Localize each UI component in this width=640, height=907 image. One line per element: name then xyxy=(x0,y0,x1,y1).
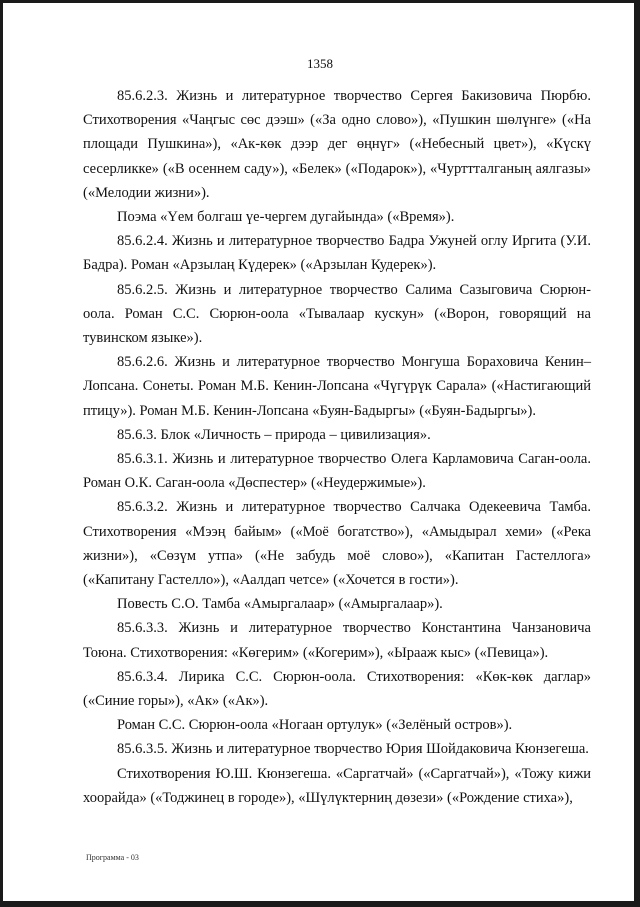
paragraph-kyunzegesh-poems: Стихотворения Ю.Ш. Кюнзегеша. «Саргатчай» («Саргатчай»), «Тожу кижи хоорайда» («Тоджинец в городе»), «Шүлүктерниң дөзези» («Рождение стиха»), xyxy=(83,765,591,806)
paragraph-85-6-2-5: 85.6.2.5. Жизнь и литературное творчество Салима Сазыговича Сюрюн-оола. Роман С.С. Сюрюн-оола «Тывалаар кускун» («Ворон, говорящий на тувинском языке»). xyxy=(83,281,591,347)
paragraph-story-tamba: Повесть С.О. Тамба «Амыргалаар» («Амыргалаар»). xyxy=(117,596,443,613)
paragraph-85-6-3-5: 85.6.3.5. Жизнь и литературное творчество Юрия Шойдаковича Кюнзегеша. xyxy=(117,741,589,758)
paragraph-85-6-2-3: 85.6.2.3. Жизнь и литературное творчество Сергея Бакизовича Пюрбю. Стихотворения «Чаңгыс сөс дээш» («За одно слово»), «Пушкин шөлүнге» («На площади Пушкина»), «Ак-көк дээр дег өңнүг» («Небесный цвет»), «Күскү сесерликке» («В осеннем саду»), «Белек» («Подарок»), «Чурттталганың аялгазы» («Мелодии жизни»). xyxy=(83,88,591,201)
paragraph-85-6-2-4: 85.6.2.4. Жизнь и литературное творчество Бадра Ужуней оглу Иргита (У.И. Бадра). Роман «Арзылаң Күдерек» («Арзылан Кудерек»). xyxy=(83,233,591,274)
paragraph-85-6-3-2: 85.6.3.2. Жизнь и литературное творчество Салчака Одекеевича Тамба. Стихотворения «Мээң байым» («Моё богатство»), «Амыдырал хеми» («Река жизни»), «Сөзүм утпа» («Не забудь моё слово»), «Капитан Гастеллога» («Капитану Гастелло»), «Аалдап четсе» («Хочется в гости»). xyxy=(83,499,591,589)
paragraph-85-6-3: 85.6.3. Блок «Личность – природа – цивилизация». xyxy=(117,426,431,443)
paragraph-85-6-3-4: 85.6.3.4. Лирика С.С. Сюрюн-оола. Стихотворения: «Көк-көк даглар» («Синие горы»), «Ак» («Ак»). xyxy=(83,668,591,710)
page-footer: Программа - 03 xyxy=(86,853,139,862)
paragraph-85-6-3-1: 85.6.3.1. Жизнь и литературное творчество Олега Карламовича Саган-оола. Роман О.К. Саган-оола «Дөспестер» («Неудержимые»). xyxy=(83,451,591,492)
paragraph-85-6-2-6: 85.6.2.6. Жизнь и литературное творчество Монгуша Бораховича Кенин–Лопсана. Сонеты. Роман М.Б. Кенин-Лопсана «Чүгүрүк Сарала» («Настигающий птицу»). Роман М.Б. Кенин-Лопсана «Буян-Бадыргы» («Буян-Бадыргы»). xyxy=(83,354,591,419)
paragraph-poem-time: Поэма «Үем болгаш үе-чергем дугайында» («Время»). xyxy=(117,209,455,226)
page-number: 1358 xyxy=(307,56,333,71)
paragraph-85-6-3-3: 85.6.3.3. Жизнь и литературное творчество Константина Чанзановича Тоюна. Стихотворения: «Көгерим» («Когерим»), «Ырааж кыс» («Певица»). xyxy=(83,620,591,661)
document-body xyxy=(83,84,591,810)
paragraph-novel-green-island: Роман С.С. Сюрюн-оола «Ногаан ортулук» («Зелёный остров»). xyxy=(117,717,513,734)
